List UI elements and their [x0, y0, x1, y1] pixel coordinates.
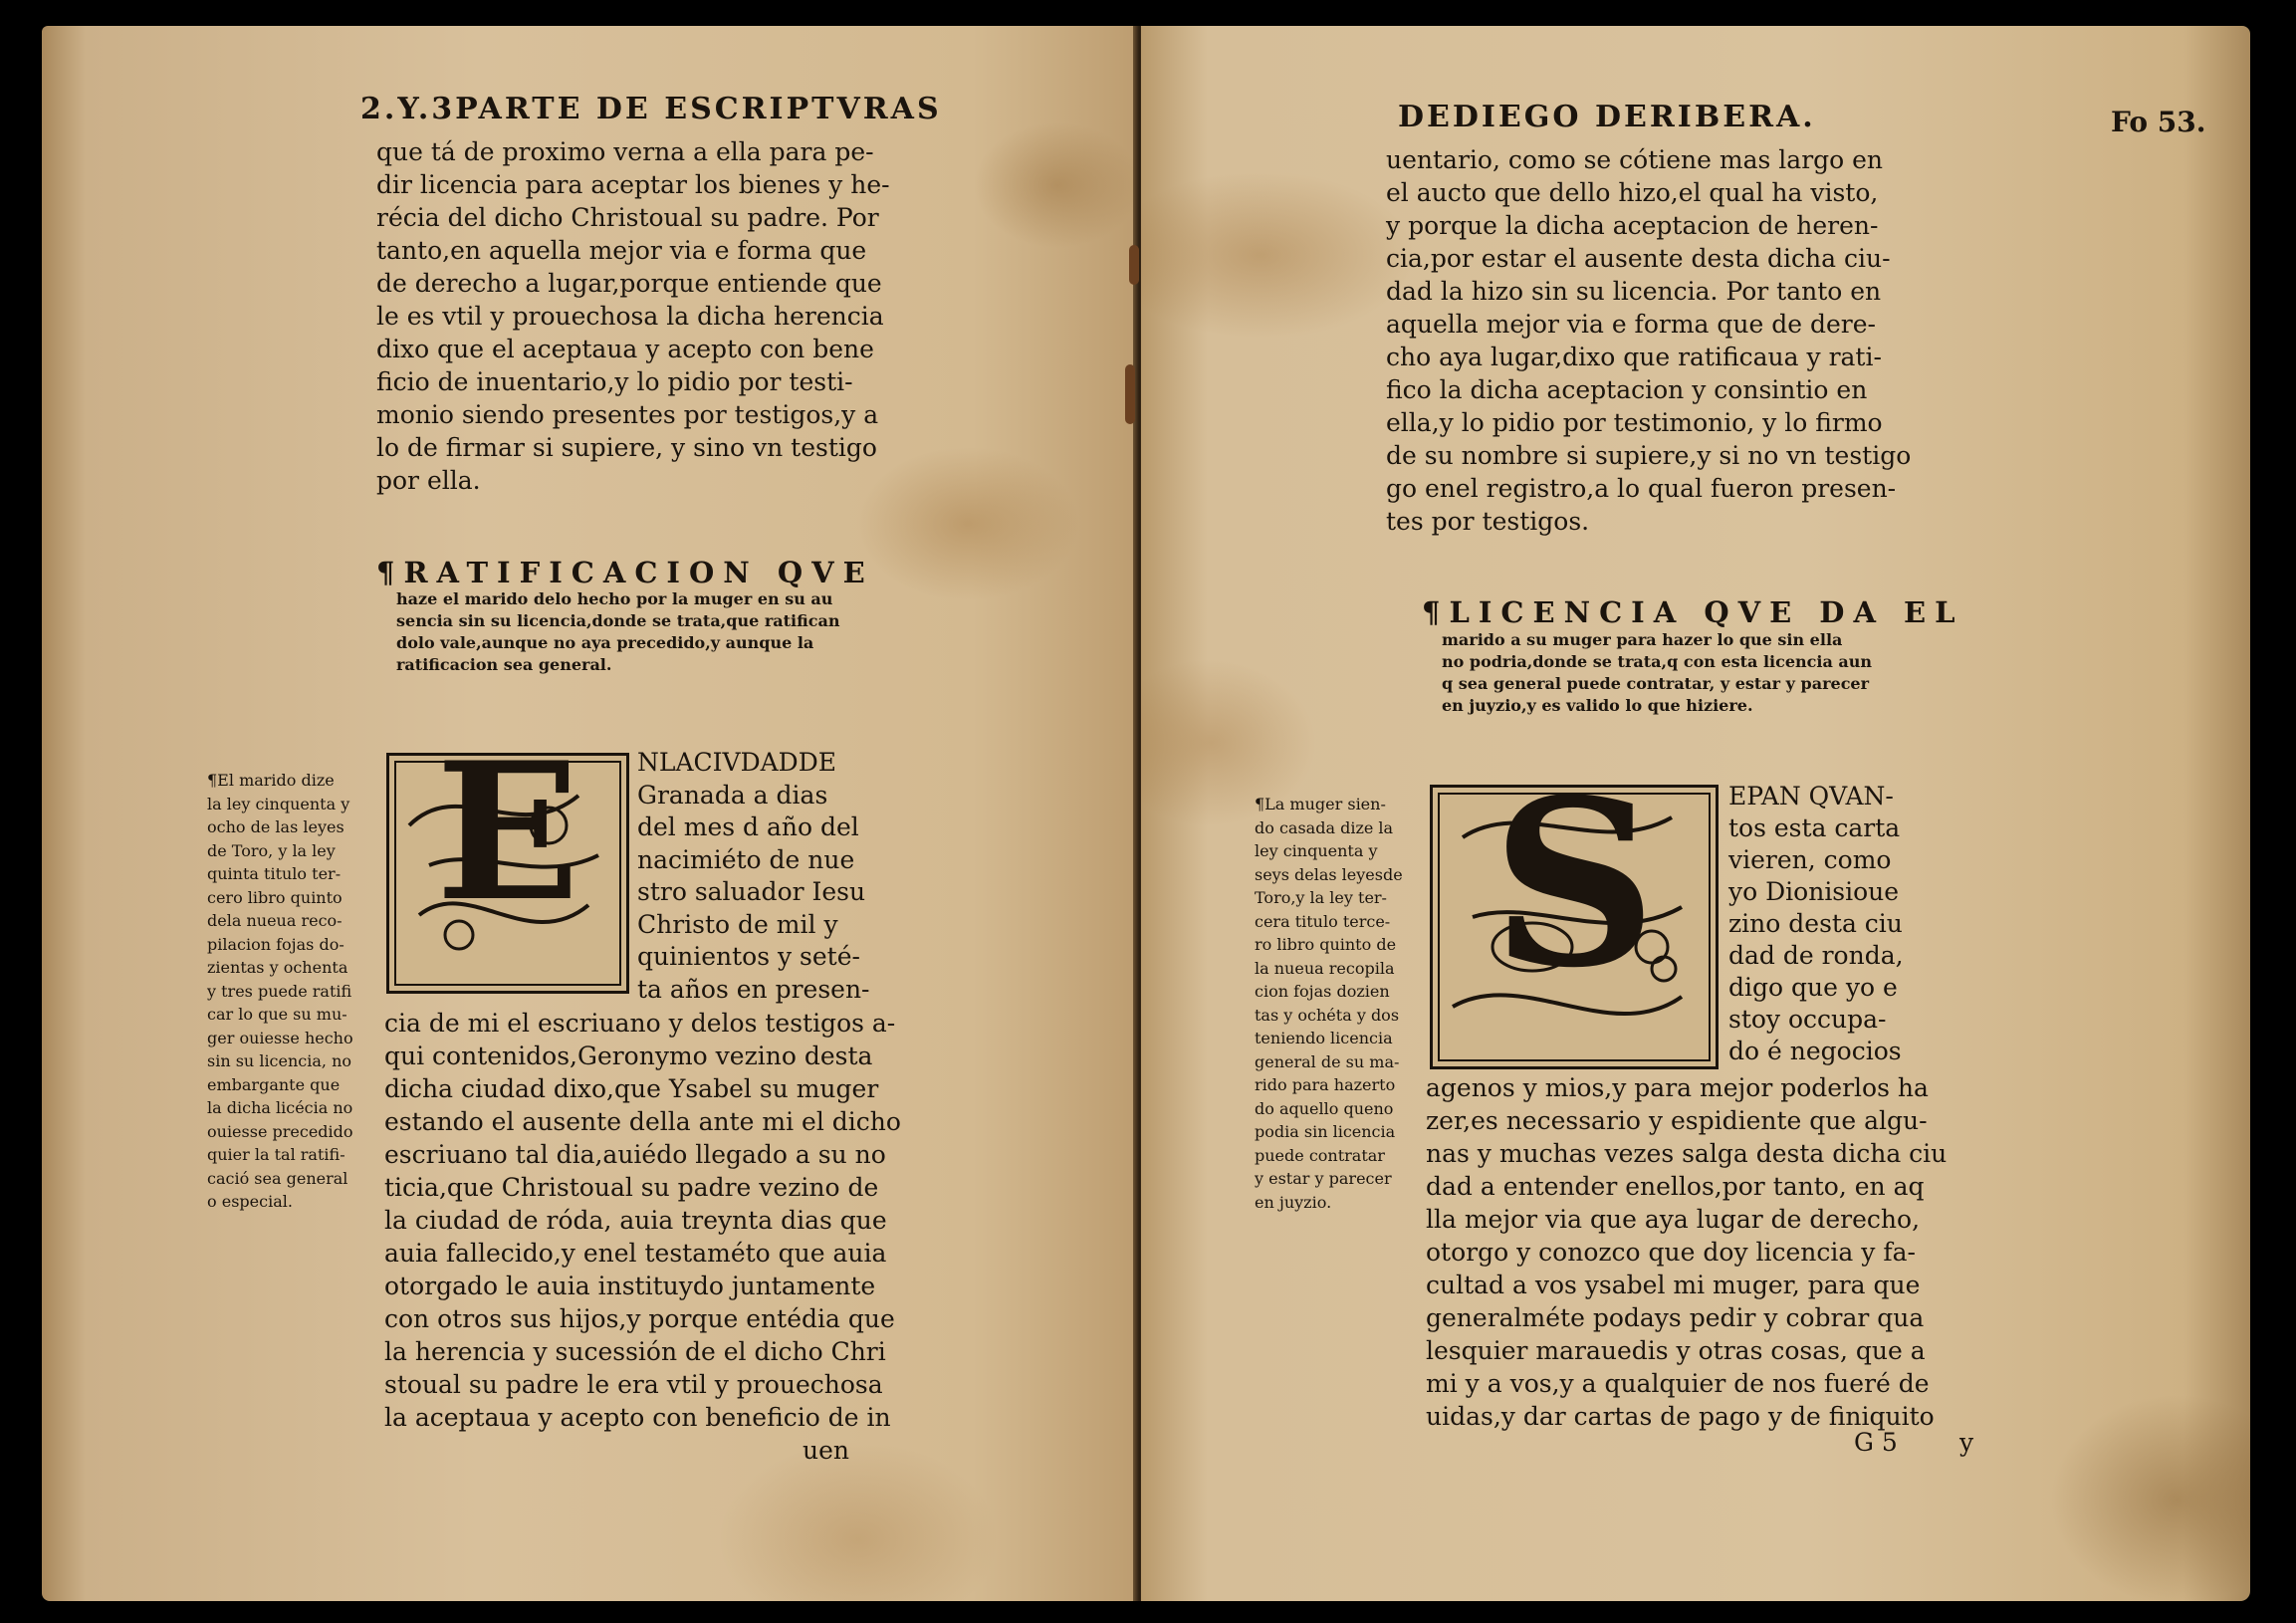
text-line: fico la dicha aceptacion y consintio en: [1386, 375, 1868, 404]
note-line: teniendo licencia: [1255, 1029, 1393, 1047]
text-line: de su nombre si supiere,y si no vn testigo: [1386, 441, 1912, 470]
note-line: pilacion fojas do-: [207, 934, 344, 954]
note-line: tas y ochéta y dos: [1255, 1005, 1400, 1025]
note-line: la dicha licécia no: [207, 1098, 353, 1117]
text-line: auia fallecido,y enel testaméto que auia: [384, 1239, 887, 1268]
text-line: dad de ronda,: [1728, 941, 1904, 970]
woodcut-initial-s: [1430, 750, 1719, 1069]
text-line: aquella mejor via e forma que de dere-: [1386, 310, 1876, 339]
text-line: ta años en presen-: [637, 974, 870, 1004]
note-line: ocho de las leyes: [207, 817, 344, 836]
text-line: escriuano tal dia,auiédo llegado a su no: [384, 1140, 886, 1169]
text-line: uentario, como se cótiene mas largo en: [1386, 145, 1884, 174]
left-catchword: uen: [803, 1436, 849, 1465]
text-line: cultad a vos ysabel mi muger, para que: [1426, 1271, 1921, 1299]
note-line: sin su licencia, no: [207, 1051, 352, 1070]
note-line: podia sin licencia: [1255, 1122, 1396, 1141]
left-text-beside-initial: [637, 747, 870, 1006]
text-line: la aceptaua y acepto con beneficio de in: [384, 1403, 891, 1432]
text-line: tes por testigos.: [1386, 507, 1590, 536]
text-line: otorgo y conozco que doy licencia y fa-: [1426, 1238, 1916, 1267]
text-line: le es vtil y prouechosa la dicha herencia: [376, 302, 884, 331]
note-line: cero libro quinto: [207, 887, 343, 907]
text-line: que tá de proximo verna a ella para pe-: [376, 137, 874, 166]
text-line: agenos y mios,y para mejor poderlos ha: [1426, 1073, 1929, 1102]
text-line: nas y muchas vezes salga desta dicha ciu: [1426, 1139, 1948, 1168]
subheading-line: marido a su muger para hazer lo que sin ella: [1442, 630, 1843, 649]
text-line: Granada a dias: [637, 780, 828, 810]
text-line: nacimiéto de nue: [637, 844, 855, 874]
note-line: y tres puede ratifi: [207, 981, 352, 1001]
text-line: cia de mi el escriuano y delos testigos a-: [384, 1009, 896, 1038]
text-line: dad a entender enellos,por tanto, en aq: [1426, 1172, 1925, 1201]
text-line: digo que yo e: [1728, 973, 1898, 1002]
note-line: rido para hazerto: [1255, 1075, 1396, 1094]
text-line: zer,es necessario y espidiente que algu-: [1426, 1106, 1928, 1135]
text-line: lo de firmar si supiere, y sino vn testigo: [376, 433, 877, 462]
right-top-text: [1386, 143, 1911, 538]
note-line: la ley cinquenta y: [207, 794, 350, 813]
text-line: dixo que el aceptaua y acepto con bene: [376, 335, 874, 363]
text-line: generalméte podays pedir y cobrar qua: [1426, 1303, 1925, 1332]
drop-cap-letter: S: [1491, 750, 1658, 1019]
left-running-head: 2.Y.3PARTE DE ESCRIPTVRAS: [360, 92, 942, 126]
text-line: qui contenidos,Geronymo vezino desta: [384, 1042, 873, 1070]
subheading-line: sencia sin su licencia,donde se trata,que ratifican: [396, 611, 840, 630]
text-line: tanto,en aquella mejor via e forma que: [376, 236, 867, 265]
note-line: ¶El marido dize: [207, 771, 335, 790]
text-line: stoy occupa-: [1728, 1005, 1887, 1034]
folio-number: Fo 53.: [2111, 106, 2206, 138]
note-line: de Toro, y la ley: [207, 840, 336, 860]
right-body-text: [1426, 1071, 1947, 1433]
text-line: del mes d año del: [637, 812, 859, 841]
right-text-beside-initial: [1728, 781, 1904, 1067]
note-line: general de su ma-: [1255, 1051, 1400, 1071]
text-line: stoual su padre le era vtil y prouechosa: [384, 1370, 883, 1399]
text-line: el aucto que dello hizo,el qual ha visto,: [1386, 178, 1879, 207]
note-line: ouiesse precedido: [207, 1121, 353, 1141]
text-line: go enel registro,a lo qual fueron presen-: [1386, 474, 1897, 503]
left-body-text: [384, 1007, 901, 1434]
text-line: lesquier marauedis y otras cosas, que a: [1426, 1336, 1926, 1365]
woodcut-initial-e: [386, 721, 629, 994]
left-top-text: [376, 135, 890, 497]
note-line: Toro,y la ley ter-: [1255, 888, 1387, 907]
text-line: estando el ausente della ante mi el dicho: [384, 1107, 901, 1136]
text-line: ella,y lo pidio por testimonio, y lo firmo: [1386, 408, 1883, 437]
subheading-line: no podria,donde se trata,q con esta licencia aun: [1442, 652, 1873, 671]
text-line: dad la hizo sin su licencia. Por tanto en: [1386, 277, 1882, 306]
note-line: do aquello queno: [1255, 1098, 1394, 1118]
note-line: ger ouiesse hecho: [207, 1028, 353, 1047]
drop-cap-letter: E: [435, 721, 580, 943]
text-line: stro saluador Iesu: [637, 877, 866, 906]
text-line: do é negocios: [1728, 1037, 1902, 1065]
note-line: cació sea general: [207, 1168, 348, 1188]
text-line: uidas,y dar cartas de pago y de finiquito: [1426, 1402, 1935, 1431]
text-line: dir licencia para aceptar los bienes y he-: [376, 170, 890, 199]
text-line: la herencia y sucessión de el dicho Chri: [384, 1337, 886, 1366]
text-line: tos esta carta: [1728, 813, 1901, 842]
note-line: en juyzio.: [1255, 1192, 1332, 1212]
left-section-subheading: [396, 588, 839, 676]
note-line: puede contratar: [1255, 1145, 1385, 1165]
text-line: vieren, como: [1728, 845, 1892, 874]
note-line: quier la tal ratifi-: [207, 1145, 345, 1164]
note-line: la nueua recopila: [1255, 958, 1395, 978]
text-line: cho aya lugar,dixo que ratificaua y rati-: [1386, 343, 1882, 371]
text-line: EPAN QVAN-: [1728, 782, 1894, 811]
text-line: NLACIVDADDE: [637, 748, 837, 777]
left-margin-note: [207, 769, 353, 1214]
text-line: mi y a vos,y a qualquier de nos fueré de: [1426, 1369, 1930, 1398]
note-line: ro libro quinto de: [1255, 935, 1397, 954]
text-line: monio siendo presentes por testigos,y a: [376, 400, 879, 429]
text-line: la ciudad de róda, auia treynta dias que: [384, 1206, 887, 1235]
text-line: por ella.: [376, 466, 481, 495]
subheading-line: dolo vale,aunque no aya precedido,y aunque la: [396, 633, 814, 652]
note-line: embargante que: [207, 1074, 341, 1094]
note-line: car lo que su mu-: [207, 1005, 347, 1024]
text-line: ficio de inuentario,y lo pidio por testi-: [376, 367, 853, 396]
note-line: quinta titulo ter-: [207, 864, 342, 883]
note-line: do casada dize la: [1255, 817, 1394, 837]
note-line: y estar y parecer: [1255, 1169, 1392, 1188]
signature-mark: G 5: [1854, 1428, 1898, 1457]
note-line: ¶La muger sien-: [1255, 795, 1386, 813]
text-line: lla mejor via que aya lugar de derecho,: [1426, 1205, 1921, 1234]
text-line: zino desta ciu: [1728, 909, 1903, 938]
text-line: quinientos y seté-: [637, 942, 860, 971]
left-page: [42, 26, 1137, 1601]
subheading-line: q sea general puede contratar, y estar y parecer: [1442, 674, 1870, 693]
text-line: con otros sus hijos,y porque entédia que: [384, 1304, 895, 1333]
text-line: cia,por estar el ausente desta dicha ciu-: [1386, 244, 1891, 273]
subheading-line: ratificacion sea general.: [396, 655, 612, 674]
right-page: [1141, 26, 2250, 1601]
text-line: otorgado le auia instituydo juntamente: [384, 1272, 876, 1300]
note-line: cion fojas dozien: [1255, 982, 1390, 1001]
text-line: dicha ciudad dixo,que Ysabel su muger: [384, 1074, 879, 1103]
right-running-head: DEDIEGO DERIBERA.: [1398, 100, 1816, 134]
right-margin-note: [1255, 793, 1403, 1214]
note-line: seys delas leyesde: [1255, 864, 1403, 884]
note-line: dela nueua reco-: [207, 911, 343, 930]
right-section-subheading: [1442, 629, 1872, 717]
right-section-heading: ¶LICENCIA QVE DA EL: [1422, 595, 1964, 629]
note-line: ley cinquenta y: [1255, 841, 1378, 860]
text-line: yo Dionisioue: [1728, 877, 1900, 906]
left-section-heading: ¶RATIFICACION QVE: [376, 556, 874, 589]
text-line: y porque la dicha aceptacion de heren-: [1386, 211, 1879, 240]
open-book: [42, 26, 2250, 1601]
note-line: cera titulo terce-: [1255, 911, 1391, 931]
subheading-line: haze el marido delo hecho por la muger en su au: [396, 589, 833, 608]
text-line: Christo de mil y: [637, 909, 838, 939]
subheading-line: en juyzio,y es valido lo que hiziere.: [1442, 696, 1753, 715]
text-line: récia del dicho Christoual su padre. Por: [376, 203, 879, 232]
right-catchword: y: [1959, 1428, 1974, 1457]
text-line: ticia,que Christoual su padre vezino de: [384, 1173, 879, 1202]
text-line: de derecho a lugar,porque entiende que: [376, 269, 882, 298]
note-line: o especial.: [207, 1192, 293, 1211]
note-line: zientas y ochenta: [207, 958, 348, 977]
